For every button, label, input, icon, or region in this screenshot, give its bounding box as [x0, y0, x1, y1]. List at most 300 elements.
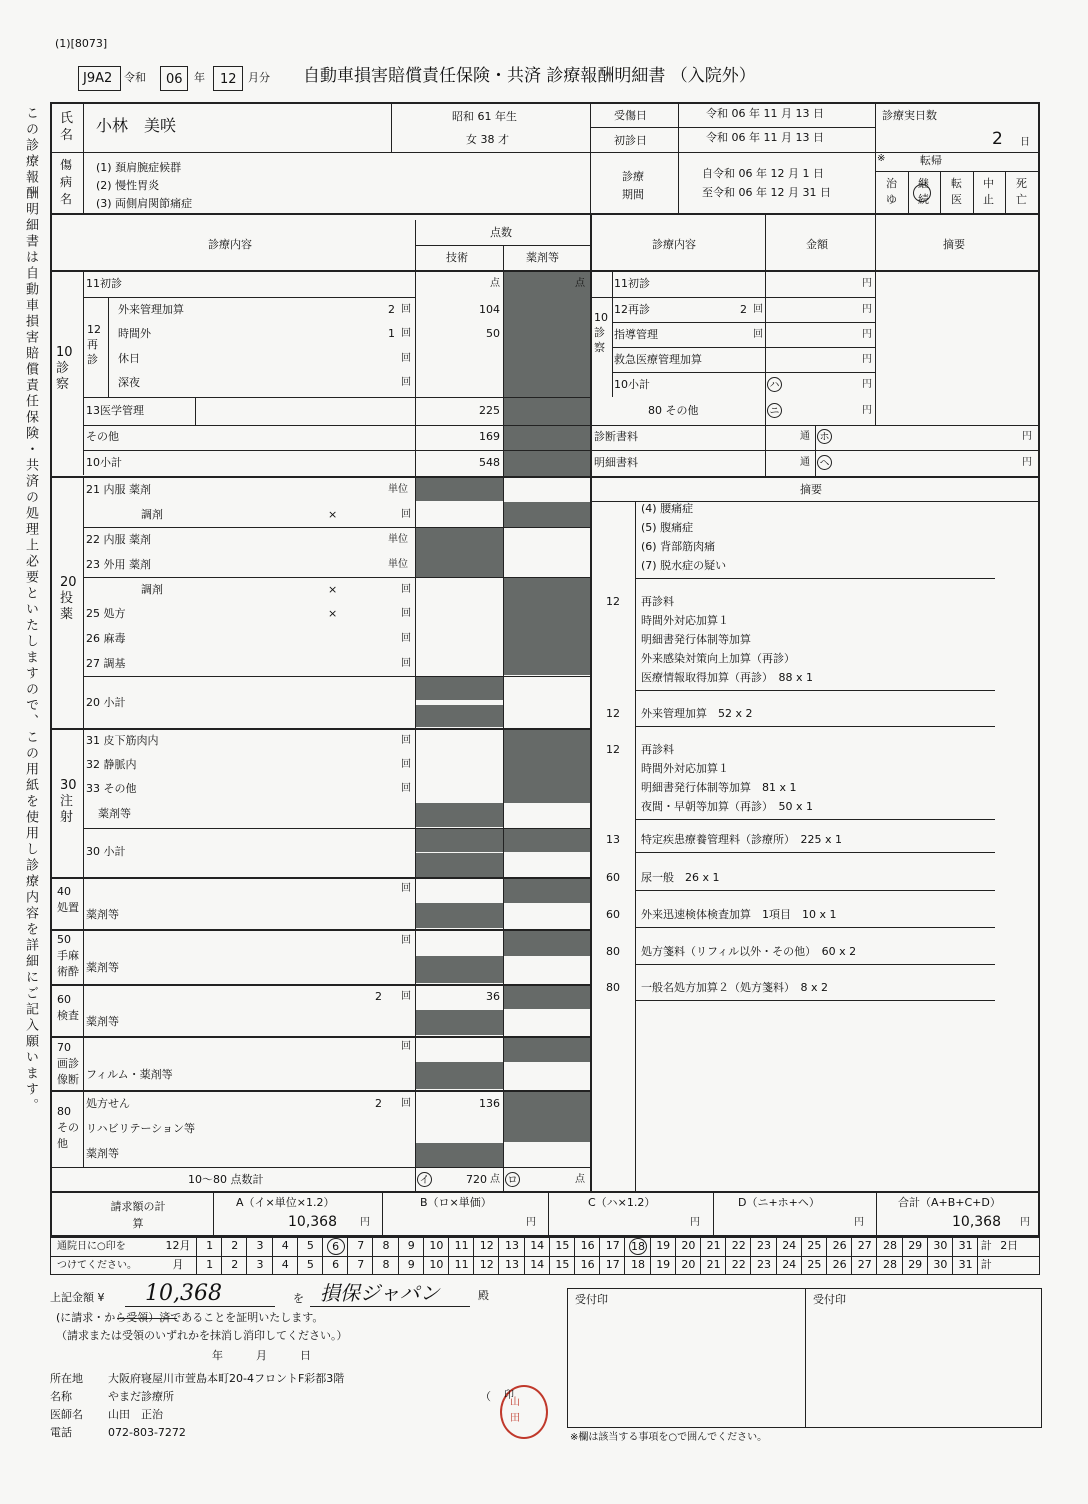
- right-row-revisit-kai: 回: [753, 304, 763, 315]
- calendar-day: 30: [933, 1258, 948, 1271]
- diagnosis-3: (3) 両側肩関節痛症: [96, 197, 193, 210]
- calendar-day: 18: [630, 1258, 645, 1271]
- year-box: [160, 66, 188, 91]
- injury-date: 令和 06 年 11 月 13 日: [706, 107, 824, 120]
- tech-shade-50b: [416, 956, 503, 983]
- row-22-unit: 単位: [388, 534, 408, 545]
- calendar-divider: [700, 1237, 701, 1275]
- drug-shade-21b: [504, 502, 590, 527]
- period-from: 自令和 06 年 12 月 1 日: [702, 167, 824, 180]
- tech-shade-sub20a: [416, 677, 503, 700]
- patient-name: 小林 美咲: [96, 116, 177, 135]
- calendar-day: 28: [882, 1239, 897, 1252]
- summary-line: 明細書発行体制等加算: [641, 633, 751, 646]
- billing-d-label: D（ニ+ホ+ヘ）: [738, 1196, 820, 1209]
- calendar-day: 6: [332, 1258, 340, 1271]
- calendar-day: 23: [756, 1258, 771, 1271]
- row-other-points: 169: [479, 430, 500, 443]
- calendar-divider: [977, 1237, 978, 1275]
- calendar-total: 2日: [1000, 1239, 1019, 1252]
- row-21-unit: 単位: [388, 484, 408, 495]
- row-subtotal30: 30 小計: [86, 845, 126, 858]
- row-80-count: 2: [375, 1097, 382, 1110]
- calendar-day: 9: [407, 1239, 415, 1252]
- calendar-divider: [574, 1237, 575, 1275]
- side-note: この診療報酬明細書は自動車損害賠償責任保険・共済の処理上必要といたしますので、この用紙を使用し診療内容を詳細にご記入願います。: [23, 106, 38, 1114]
- right-row-guidance: 指導管理: [614, 328, 658, 341]
- calendar-day: 18: [631, 1240, 645, 1253]
- calendar-divider: [398, 1237, 399, 1275]
- summary-code: 12: [606, 595, 620, 608]
- billing-b-yen: 円: [526, 1217, 536, 1228]
- summary-line: (7) 脱水症の疑い: [641, 559, 727, 572]
- row-night-kai: 回: [401, 377, 411, 388]
- calendar-day: 13: [504, 1239, 519, 1252]
- row-23b-x: ×: [328, 583, 338, 596]
- row-33-kai: 回: [401, 783, 411, 794]
- tech-shade-sub30b: [416, 853, 503, 877]
- calendar-day: 19: [656, 1239, 671, 1252]
- row-60-drugs: 薬剤等: [86, 1015, 119, 1028]
- diagnosis-2: (2) 慢性胃炎: [96, 179, 160, 192]
- calendar-divider: [675, 1237, 676, 1275]
- period-to: 至令和 06 年 12 月 31 日: [702, 186, 831, 199]
- row-25-kai: 回: [401, 608, 411, 619]
- right-row-initial: 11初診: [614, 277, 650, 290]
- total-drug-unit: 点: [575, 1174, 585, 1185]
- tech-shade-sub20b: [416, 705, 503, 727]
- calendar-label-2: つけてください。: [57, 1260, 137, 1271]
- row-outpatient-kai: 回: [401, 304, 411, 315]
- right-row-statement: 明細書料: [594, 456, 638, 469]
- right-row-revisit: 12再診: [614, 303, 650, 316]
- right-row-other80-yen: 円: [862, 405, 872, 416]
- outcome-stopped: 中止: [983, 177, 994, 206]
- summary-rule: [635, 852, 995, 853]
- billing-a-value: 10,368: [288, 1214, 337, 1230]
- right-row-initial-yen: 円: [862, 278, 872, 289]
- calendar-day: 29: [908, 1239, 923, 1252]
- billing-label: 請求額の計算: [110, 1200, 166, 1230]
- calendar-day: 17: [605, 1258, 620, 1271]
- outcome-continuing-circle: [913, 184, 931, 202]
- calendar-day: 2: [231, 1258, 239, 1271]
- calendar-day: 6: [327, 1238, 345, 1255]
- birth-date: 昭和 61 年生: [452, 110, 517, 123]
- right-row-subtotal10-yen: 円: [862, 379, 872, 390]
- svg-text:田: 田: [510, 1413, 520, 1424]
- tech-shade-33b: [416, 803, 503, 827]
- row-subtotal20: 20 小計: [86, 696, 126, 709]
- billing-a-label: A（イ×単位×1.2）: [236, 1196, 335, 1209]
- right-sec10-label: 10診察: [594, 311, 608, 354]
- row-outpatient: 外来管理加算: [118, 303, 184, 316]
- summary-code: 12: [606, 743, 620, 756]
- mark-ro: ロ: [505, 1172, 520, 1187]
- claim-date: 年 月 日: [212, 1349, 311, 1362]
- summary-line: 外来感染対策向上加算（再診）: [641, 652, 795, 665]
- calendar-divider: [246, 1237, 247, 1275]
- drug-shade-70: [504, 1036, 590, 1062]
- calendar-divider: [221, 1237, 222, 1275]
- injury-label: 傷病名: [60, 158, 73, 206]
- summary-line: 特定疾患療養管理料（診療所） 225 x 1: [641, 833, 842, 846]
- calendar-divider: [272, 1237, 273, 1275]
- row-25-x: ×: [328, 607, 338, 620]
- mark-ha: ハ: [767, 377, 782, 392]
- calendar-day: 26: [832, 1258, 847, 1271]
- calendar-day: 7: [357, 1258, 365, 1271]
- row-22: 22 内服 薬剤: [86, 533, 151, 546]
- calendar-total-label: 計: [980, 1239, 992, 1252]
- summary-line: 処方箋料（リフィル以外・その他） 60 x 2: [641, 945, 857, 958]
- calendar-day: 25: [807, 1239, 822, 1252]
- calendar-day: 23: [756, 1239, 771, 1252]
- tech-shade-70b: [416, 1062, 503, 1089]
- row-80-drugs: 薬剤等: [86, 1147, 119, 1160]
- calendar-day: 3: [256, 1258, 264, 1271]
- period-label: 診療期間: [622, 170, 644, 201]
- code-box-text: J9A2: [83, 71, 113, 86]
- calendar-day: 31: [958, 1239, 973, 1252]
- right-row-certificate: 診断書料: [594, 430, 638, 443]
- claim-amount: 10,368: [145, 1281, 222, 1306]
- calendar-day: 8: [382, 1239, 390, 1252]
- calendar-month-1: 12月: [165, 1239, 191, 1252]
- row-60-kai: 回: [401, 991, 411, 1002]
- calendar-divider: [750, 1237, 751, 1275]
- clinic-doctor: 山田 正治: [108, 1408, 163, 1421]
- right-row-certificate-tsu: 通: [800, 431, 810, 442]
- diagnosis-1: (1) 頚肩腕症候群: [96, 161, 182, 174]
- code-box: [78, 66, 121, 91]
- summary-line: (4) 腰痛症: [641, 502, 694, 515]
- row-medmgmt-points: 225: [479, 404, 500, 417]
- row-21b-x: ×: [328, 508, 338, 521]
- row-other: その他: [86, 430, 119, 443]
- drug-shade-23-27: [504, 577, 590, 675]
- clinic-name: やまだ診療所: [108, 1390, 174, 1403]
- summary-line: 外来迅速検体検査加算 1項目 10 x 1: [641, 908, 837, 921]
- year-value: 06: [166, 72, 183, 87]
- sex-age: 女 38 才: [466, 133, 509, 146]
- summary-rule: [635, 819, 995, 820]
- drug-shade-40: [504, 877, 590, 903]
- calendar-total-label: 計: [980, 1258, 992, 1271]
- summary-rule: [635, 578, 995, 579]
- page-title: 自動車損害賠償責任保険・共済 診療報酬明細書 （入院外）: [303, 66, 756, 86]
- calendar-day: 16: [580, 1239, 595, 1252]
- summary-code: 80: [606, 945, 620, 958]
- row-outpatient-points: 104: [479, 303, 500, 316]
- receipt-label-1: 受付印: [575, 1293, 608, 1306]
- summary-label: 摘要: [800, 483, 822, 496]
- summary-line: (6) 背部筋肉痛: [641, 540, 716, 553]
- calendar-divider: [826, 1237, 827, 1275]
- calendar-divider: [876, 1237, 877, 1275]
- actual-days-label: 診療実日数: [882, 109, 937, 122]
- calendar-divider: [549, 1237, 550, 1275]
- row-26-kai: 回: [401, 633, 411, 644]
- row-50-kai: 回: [401, 935, 411, 946]
- row-subtotal10-points: 548: [479, 456, 500, 469]
- right-header-summary: 摘要: [943, 238, 965, 251]
- billing-c-label: C（ハ×1.2）: [588, 1196, 656, 1209]
- calendar-day: 20: [681, 1258, 696, 1271]
- summary-line: 尿一般 26 x 1: [641, 871, 720, 884]
- calendar-day: 15: [555, 1258, 570, 1271]
- row-outpatient-count: 2: [388, 303, 395, 316]
- billing-total-value: 10,368: [952, 1214, 1001, 1230]
- month-label: 月分: [248, 71, 270, 84]
- calendar-day: 10: [429, 1239, 444, 1252]
- row-23: 23 外用 薬剤: [86, 558, 151, 571]
- calendar-divider: [524, 1237, 525, 1275]
- row-night: 深夜: [118, 376, 140, 389]
- calendar-day: 5: [306, 1239, 314, 1252]
- right-row-statement-tsu: 通: [800, 457, 810, 468]
- calendar-day: 21: [706, 1239, 721, 1252]
- seal-text: 印: [504, 1390, 514, 1401]
- row-70-kai: 回: [401, 1041, 411, 1052]
- calendar-divider: [196, 1237, 197, 1275]
- tech-shade-sub30a: [416, 828, 503, 852]
- billing-total-yen: 円: [1020, 1217, 1030, 1228]
- right-row-guidance-yen: 円: [862, 329, 872, 340]
- calendar-day: 21: [706, 1258, 721, 1271]
- tech-shade-80b: [416, 1143, 503, 1167]
- tech-shade-40b: [416, 903, 503, 928]
- calendar-divider: [624, 1237, 625, 1275]
- right-row-statement-yen: 円: [1022, 457, 1032, 468]
- calendar-day: 20: [681, 1239, 696, 1252]
- right-header-content: 診療内容: [652, 238, 696, 251]
- claim-dono: 殿: [478, 1289, 489, 1302]
- calendar-divider: [423, 1237, 424, 1275]
- summary-code: 60: [606, 871, 620, 884]
- calendar-day: 31: [958, 1258, 973, 1271]
- claim-payee: 損保ジャパン: [320, 1281, 440, 1305]
- outcome-cured: 治ゆ: [886, 177, 897, 206]
- row-32: 32 静脈内: [86, 758, 137, 771]
- row-initial-unit: 点: [575, 278, 585, 289]
- summary-code: 13: [606, 833, 620, 846]
- calendar-divider: [498, 1237, 499, 1275]
- right-row-emergency: 救急医療管理加算: [614, 353, 702, 366]
- calendar-divider: [448, 1237, 449, 1275]
- claim-line-1: (に請求・から受領）済であることを証明いたします。: [56, 1311, 324, 1324]
- summary-line: 明細書発行体制等加算 81 x 1: [641, 781, 797, 794]
- sec30-label: 30注射: [60, 778, 77, 825]
- outcome-continuing: 継続: [918, 177, 929, 206]
- row-31: 31 皮下筋肉内: [86, 734, 159, 747]
- summary-rule: [635, 927, 995, 928]
- tech-shade-21: [416, 478, 503, 501]
- summary-line: 医療情報取得加算（再診） 88 x 1: [641, 671, 813, 684]
- calendar-day: 14: [530, 1258, 545, 1271]
- right-row-other80: 80 その他: [648, 404, 699, 417]
- calendar-day: 14: [530, 1239, 545, 1252]
- calendar-day: 24: [782, 1258, 797, 1271]
- row-overtime-count: 1: [388, 327, 395, 340]
- row-23-unit: 単位: [388, 559, 408, 570]
- calendar-day: 28: [882, 1258, 897, 1271]
- calendar-grid: [160, 1237, 1040, 1275]
- summary-line: 再診料: [641, 595, 674, 608]
- claim-amount-label: 上記金額 ¥: [50, 1291, 105, 1304]
- row-60-points: 36: [486, 990, 500, 1003]
- outcome-note: ※: [877, 153, 886, 164]
- summary-code: 12: [606, 707, 620, 720]
- left-header-tech: 技術: [446, 251, 468, 264]
- right-row-revisit-yen: 円: [862, 304, 872, 315]
- row-initial-tech-unit: 点: [490, 278, 500, 289]
- total-points-label: 10〜80 点数計: [188, 1173, 264, 1186]
- calendar-day: 10: [429, 1258, 444, 1271]
- seal-bracket: （: [480, 1390, 491, 1403]
- mark-ni: ニ: [767, 403, 782, 418]
- calendar-divider: [473, 1237, 474, 1275]
- injury-date-label: 受傷日: [614, 109, 647, 122]
- calendar-divider: [322, 1237, 323, 1275]
- calendar-day: 16: [580, 1258, 595, 1271]
- row-21b-kai: 回: [401, 509, 411, 520]
- clinic-name-label: 名称: [50, 1390, 72, 1403]
- doc-code: (1)[8073]: [55, 37, 108, 50]
- mark-he: ヘ: [817, 455, 832, 470]
- left-header-points: 点数: [490, 226, 512, 239]
- row-overtime-kai: 回: [401, 328, 411, 339]
- summary-rule: [635, 964, 995, 965]
- calendar-divider: [927, 1237, 928, 1275]
- row-25: 25 処方: [86, 607, 126, 620]
- row-80b: リハビリテーション等: [86, 1122, 196, 1135]
- calendar-day: 1: [206, 1239, 214, 1252]
- row-33b: 薬剤等: [98, 807, 131, 820]
- sec80-label: 80その他: [57, 1105, 79, 1150]
- calendar-day: 24: [782, 1239, 797, 1252]
- sec12-label: 12再診: [87, 323, 101, 366]
- calendar-day: 25: [807, 1258, 822, 1271]
- summary-rule: [635, 1000, 995, 1001]
- summary-line: (5) 腹痛症: [641, 521, 694, 534]
- row-23b: 調剤: [141, 583, 163, 596]
- calendar-day: 30: [933, 1239, 948, 1252]
- row-26: 26 麻毒: [86, 632, 126, 645]
- row-21: 21 内服 薬剤: [86, 483, 151, 496]
- right-row-certificate-yen: 円: [1022, 431, 1032, 442]
- sec20-label: 20投薬: [60, 575, 77, 622]
- calendar-divider: [347, 1237, 348, 1275]
- calendar-divider: [952, 1237, 953, 1275]
- calendar-day: 19: [656, 1258, 671, 1271]
- mark-i: イ: [417, 1172, 432, 1187]
- row-80: 処方せん: [86, 1097, 130, 1110]
- calendar-day: 29: [908, 1258, 923, 1271]
- actual-days-unit: 日: [1020, 137, 1030, 148]
- row-31-kai: 回: [401, 735, 411, 746]
- outcome-label: 転帰: [920, 154, 942, 167]
- calendar-day: 3: [256, 1239, 264, 1252]
- claim-strike: [117, 1318, 177, 1319]
- calendar-day: 11: [454, 1239, 469, 1252]
- clinic-doctor-label: 医師名: [50, 1408, 83, 1421]
- calendar-day: 27: [857, 1239, 872, 1252]
- tech-shade-22-23: [416, 527, 503, 577]
- row-subtotal10: 10小計: [86, 456, 122, 469]
- calendar-day: 9: [407, 1258, 415, 1271]
- row-27: 27 調基: [86, 657, 126, 670]
- outcome-death: 死亡: [1016, 177, 1027, 206]
- summary-code: 80: [606, 981, 620, 994]
- calendar-day: 8: [382, 1258, 390, 1271]
- calendar-day: 22: [731, 1258, 746, 1271]
- calendar-day: 17: [605, 1239, 620, 1252]
- drug-shade-50: [504, 929, 590, 956]
- calendar-day: 13: [504, 1258, 519, 1271]
- receipt-label-2: 受付印: [813, 1293, 846, 1306]
- sec10-label: 10診察: [56, 345, 73, 392]
- tech-shade-60b: [416, 1010, 503, 1035]
- year-label: 年: [194, 71, 205, 84]
- sec40-label: 40処置: [57, 885, 79, 914]
- calendar-month-2: 月: [172, 1258, 184, 1271]
- billing-d-yen: 円: [854, 1217, 864, 1228]
- calendar-day: 27: [857, 1258, 872, 1271]
- calendar-day: 11: [454, 1258, 469, 1271]
- clinic-phone-label: 電話: [50, 1426, 72, 1439]
- calendar-day: 12: [479, 1239, 494, 1252]
- right-row-guidance-kai: 回: [753, 329, 763, 340]
- calendar-day: 1: [206, 1258, 214, 1271]
- drug-shade-80: [504, 1090, 590, 1142]
- summary-line: 再診料: [641, 743, 674, 756]
- row-33: 33 その他: [86, 782, 137, 795]
- calendar-label-1: 通院日に○印を: [57, 1241, 126, 1252]
- row-holiday: 休日: [118, 352, 140, 365]
- first-visit-date: 令和 06 年 11 月 13 日: [706, 131, 824, 144]
- row-medmgmt: 13医学管理: [86, 404, 144, 417]
- calendar-divider: [599, 1237, 600, 1275]
- calendar-day: 2: [231, 1239, 239, 1252]
- right-header-amount: 金額: [806, 238, 828, 251]
- row-21b: 調剤: [141, 508, 163, 521]
- calendar-day: 12: [479, 1258, 494, 1271]
- actual-days: 2: [992, 129, 1003, 149]
- row-40-kai: 回: [401, 883, 411, 894]
- calendar-divider: [372, 1237, 373, 1275]
- sec60-label: 60検査: [57, 993, 79, 1022]
- left-header-drug: 薬剤等: [526, 251, 559, 264]
- summary-line: 一般名処方加算２（処方箋料） 8 x 2: [641, 981, 828, 994]
- outcome-transfer: 転医: [951, 177, 962, 206]
- drug-column-shade-1: [504, 272, 590, 477]
- summary-code: 60: [606, 908, 620, 921]
- row-23b-kai: 回: [401, 584, 411, 595]
- row-27-kai: 回: [401, 658, 411, 669]
- month-box: [213, 66, 243, 91]
- row-initial: 11初診: [86, 277, 122, 290]
- bottom-note: ※欄は該当する事項を○で囲んでください。: [570, 1432, 768, 1443]
- drug-shade-31-33: [504, 728, 590, 803]
- svg-text:山: 山: [510, 1397, 520, 1408]
- summary-line: 夜間・早朝等加算（再診） 50 x 1: [641, 800, 813, 813]
- calendar-day: 7: [357, 1239, 365, 1252]
- left-header-content: 診療内容: [208, 238, 252, 251]
- sec70-label: 70画診像断: [57, 1041, 79, 1086]
- calendar-divider: [725, 1237, 726, 1275]
- drug-shade-60: [504, 984, 590, 1009]
